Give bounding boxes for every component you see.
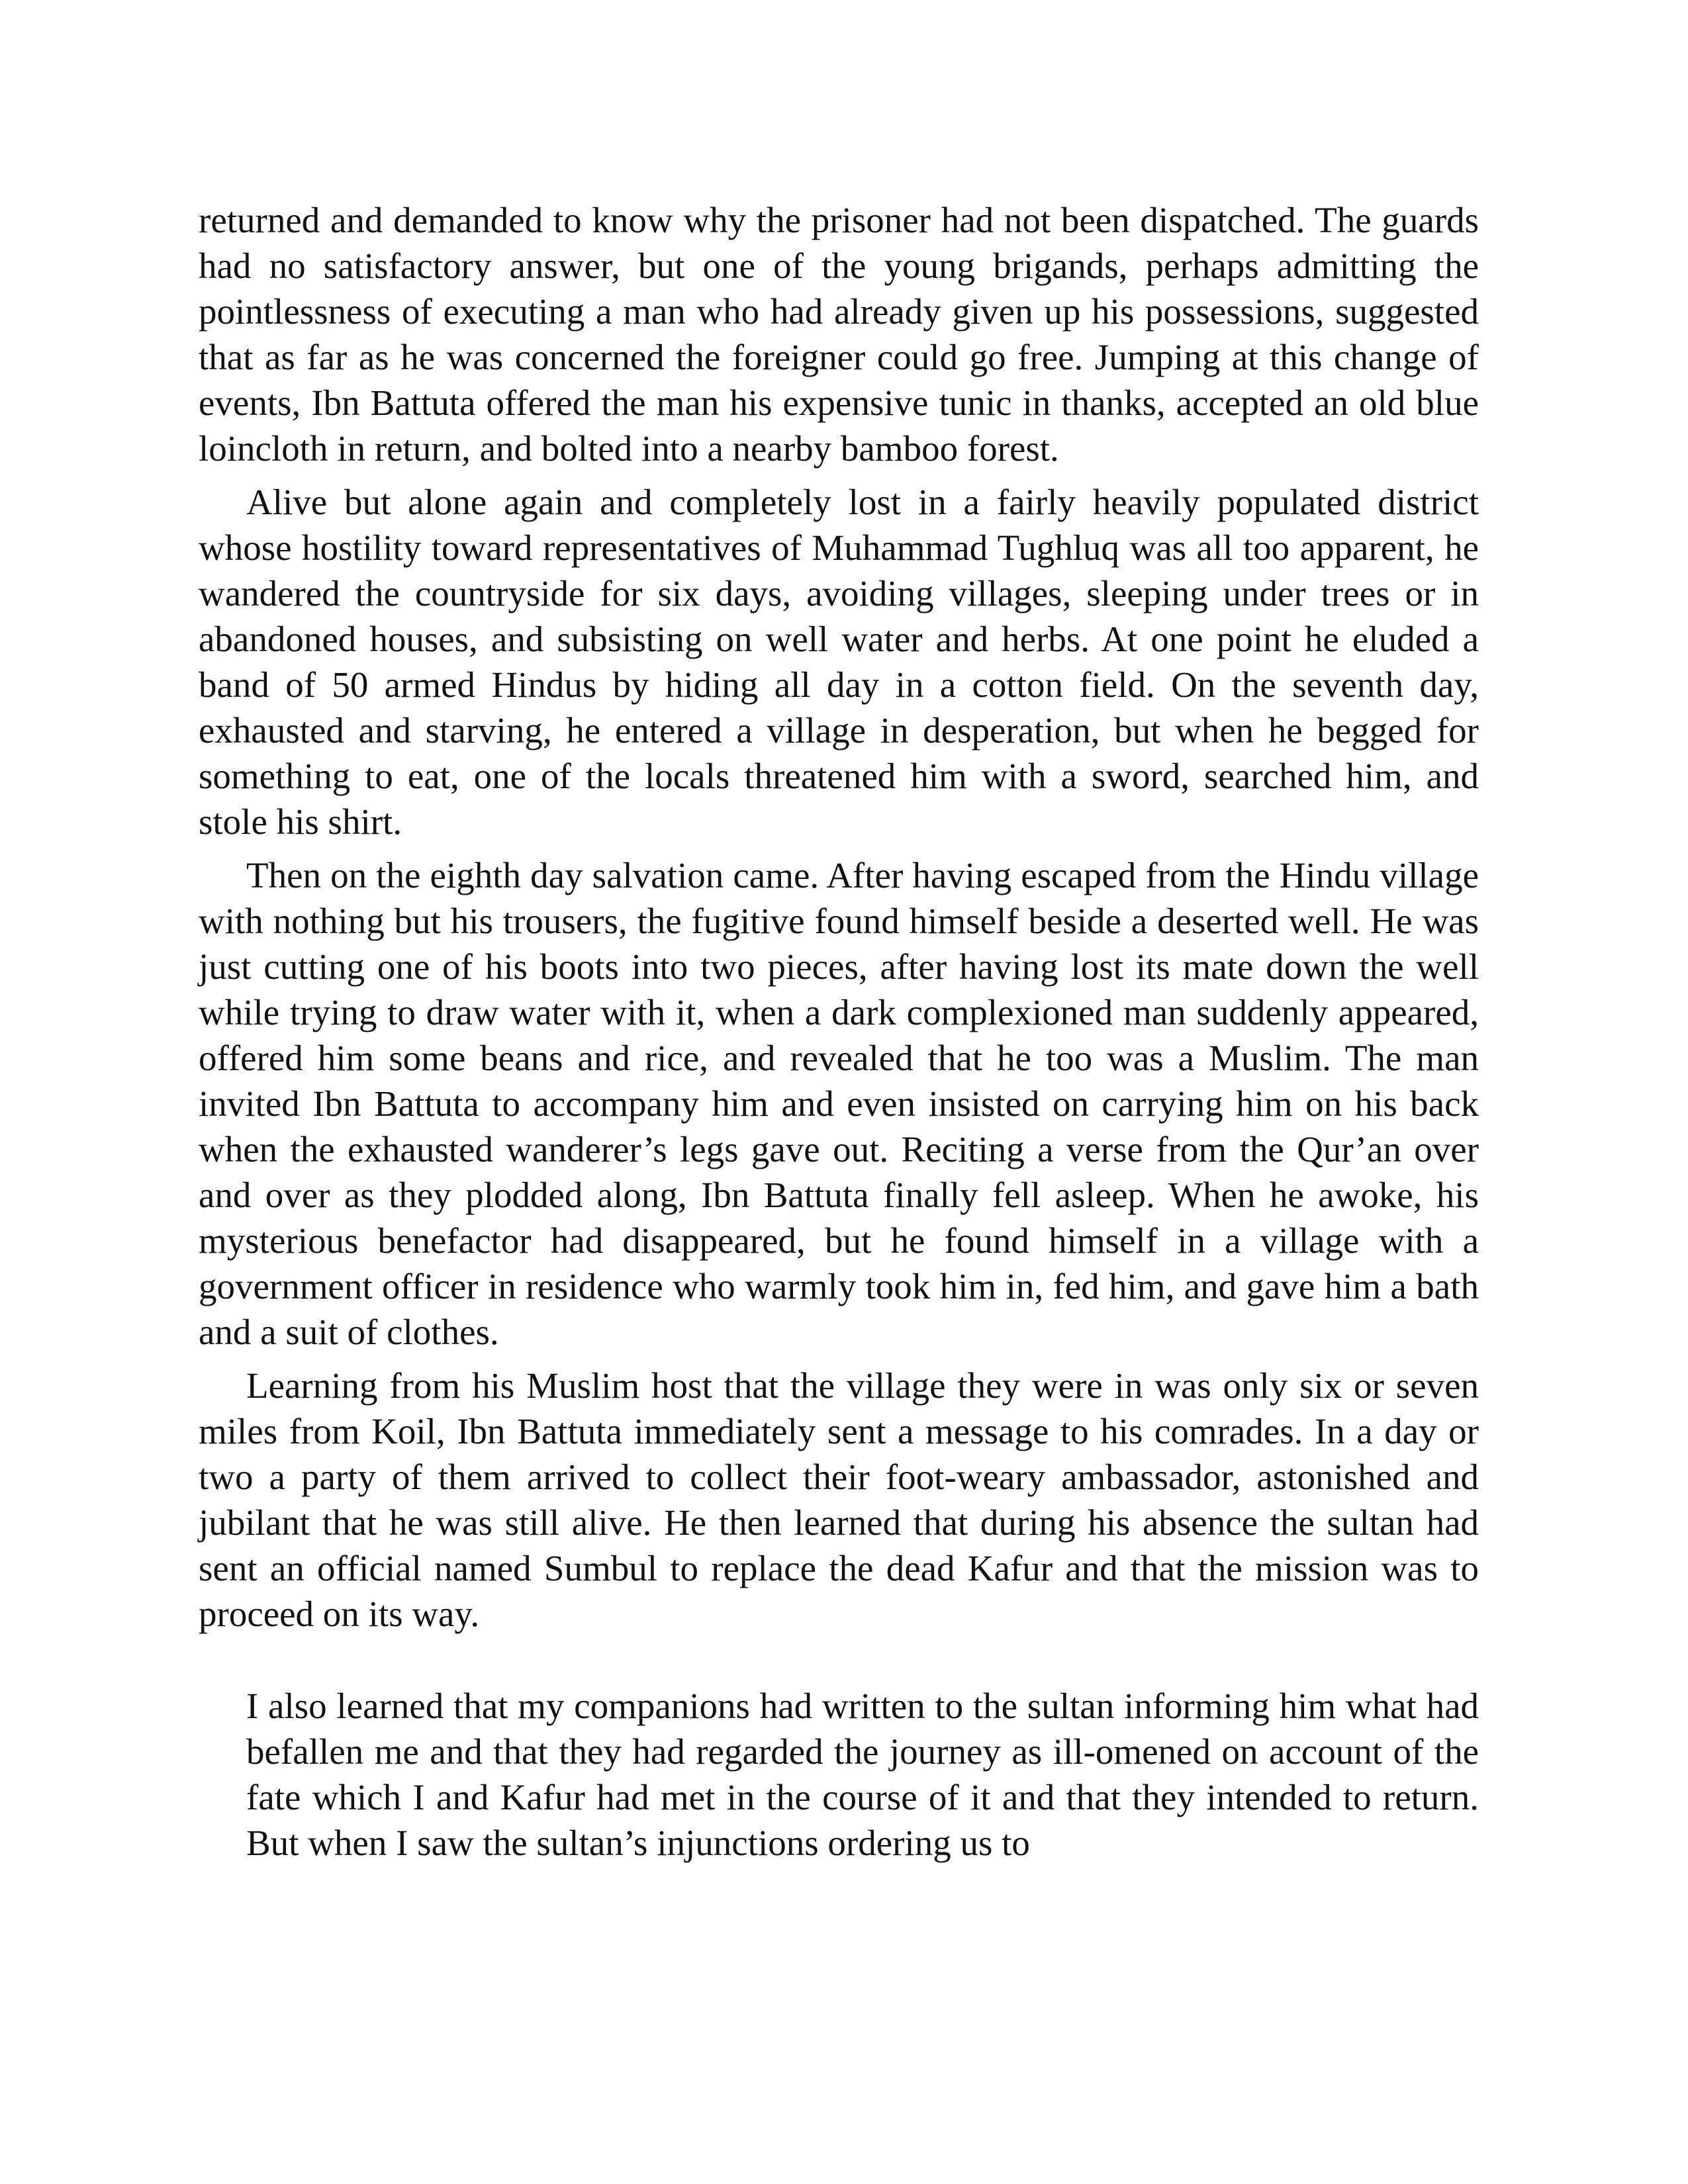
- paragraph-4: Learning from his Muslim host that the village they were in was only six or seven miles from Koil, Ibn Battuta immediately sent a message to his comrades. In a day or two a party of them arrived to collect their foot-weary ambassador, astonished and jubilant that he was still alive. He then learned that during his absence the sultan had sent an official named Sumbul to replace the dead Kafur and that the mission was to proceed on its way.: [199, 1365, 1479, 1634]
- paragraph-3: Then on the eighth day salvation came. After having escaped from the Hindu village with nothing but his trousers, the fugitive found himself beside a deserted well. He was just cutting one of his boots into two pieces, after having lost its mate down the well while trying to draw water with it, when a dark complexioned man suddenly appeared, offered him some beans and rice, and revealed that he too was a Muslim. The man invited Ibn Battuta to accompany him and even insisted on carrying him on his back when the exhausted wanderer’s legs gave out. Reciting a verse from the Qur’an over and over as they plodded along, Ibn Battuta finally fell asleep. When he awoke, his mysterious benefactor had disappeared, but he found himself in a village with a government officer in residence who warmly took him in, fed him, and gave him a bath and a suit of clothes.: [199, 855, 1479, 1352]
- paragraph-1: returned and demanded to know why the prisoner had not been dispatched. The guards had no satisfactory answer, but one of the young brigands, perhaps admitting the pointlessness of executing a man who had already given up his possessions, suggested that as far as he was concerned the foreigner could go free. Jumping at this change of events, Ibn Battuta offered the man his expensive tunic in thanks, accepted an old blue loincloth in return, and bolted into a nearby bamboo forest.: [199, 200, 1479, 469]
- block-quote: I also learned that my companions had written to the sultan informing him what had befallen me and that they had regarded the journey as ill-omened on account of the fate which I and Kafur had met in the course of it and that they intended to return. But when I saw the sultan’s injunctions ordering us to: [246, 1686, 1479, 1863]
- paragraph-2: Alive but alone again and completely lost in a fairly heavily populated district whose hostility toward representatives of Muhammad Tughluq was all too apparent, he wandered the countryside for six days, avoiding villages, sleeping under trees or in abandoned houses, and subsisting on well water and herbs. At one point he eluded a band of 50 armed Hindus by hiding all day in a cotton field. On the seventh day, exhausted and starving, he entered a village in desperation, but when he begged for something to eat, one of the locals threatened him with a sword, searched him, and stole his shirt.: [199, 482, 1479, 842]
- body-text: [199, 197, 1479, 1874]
